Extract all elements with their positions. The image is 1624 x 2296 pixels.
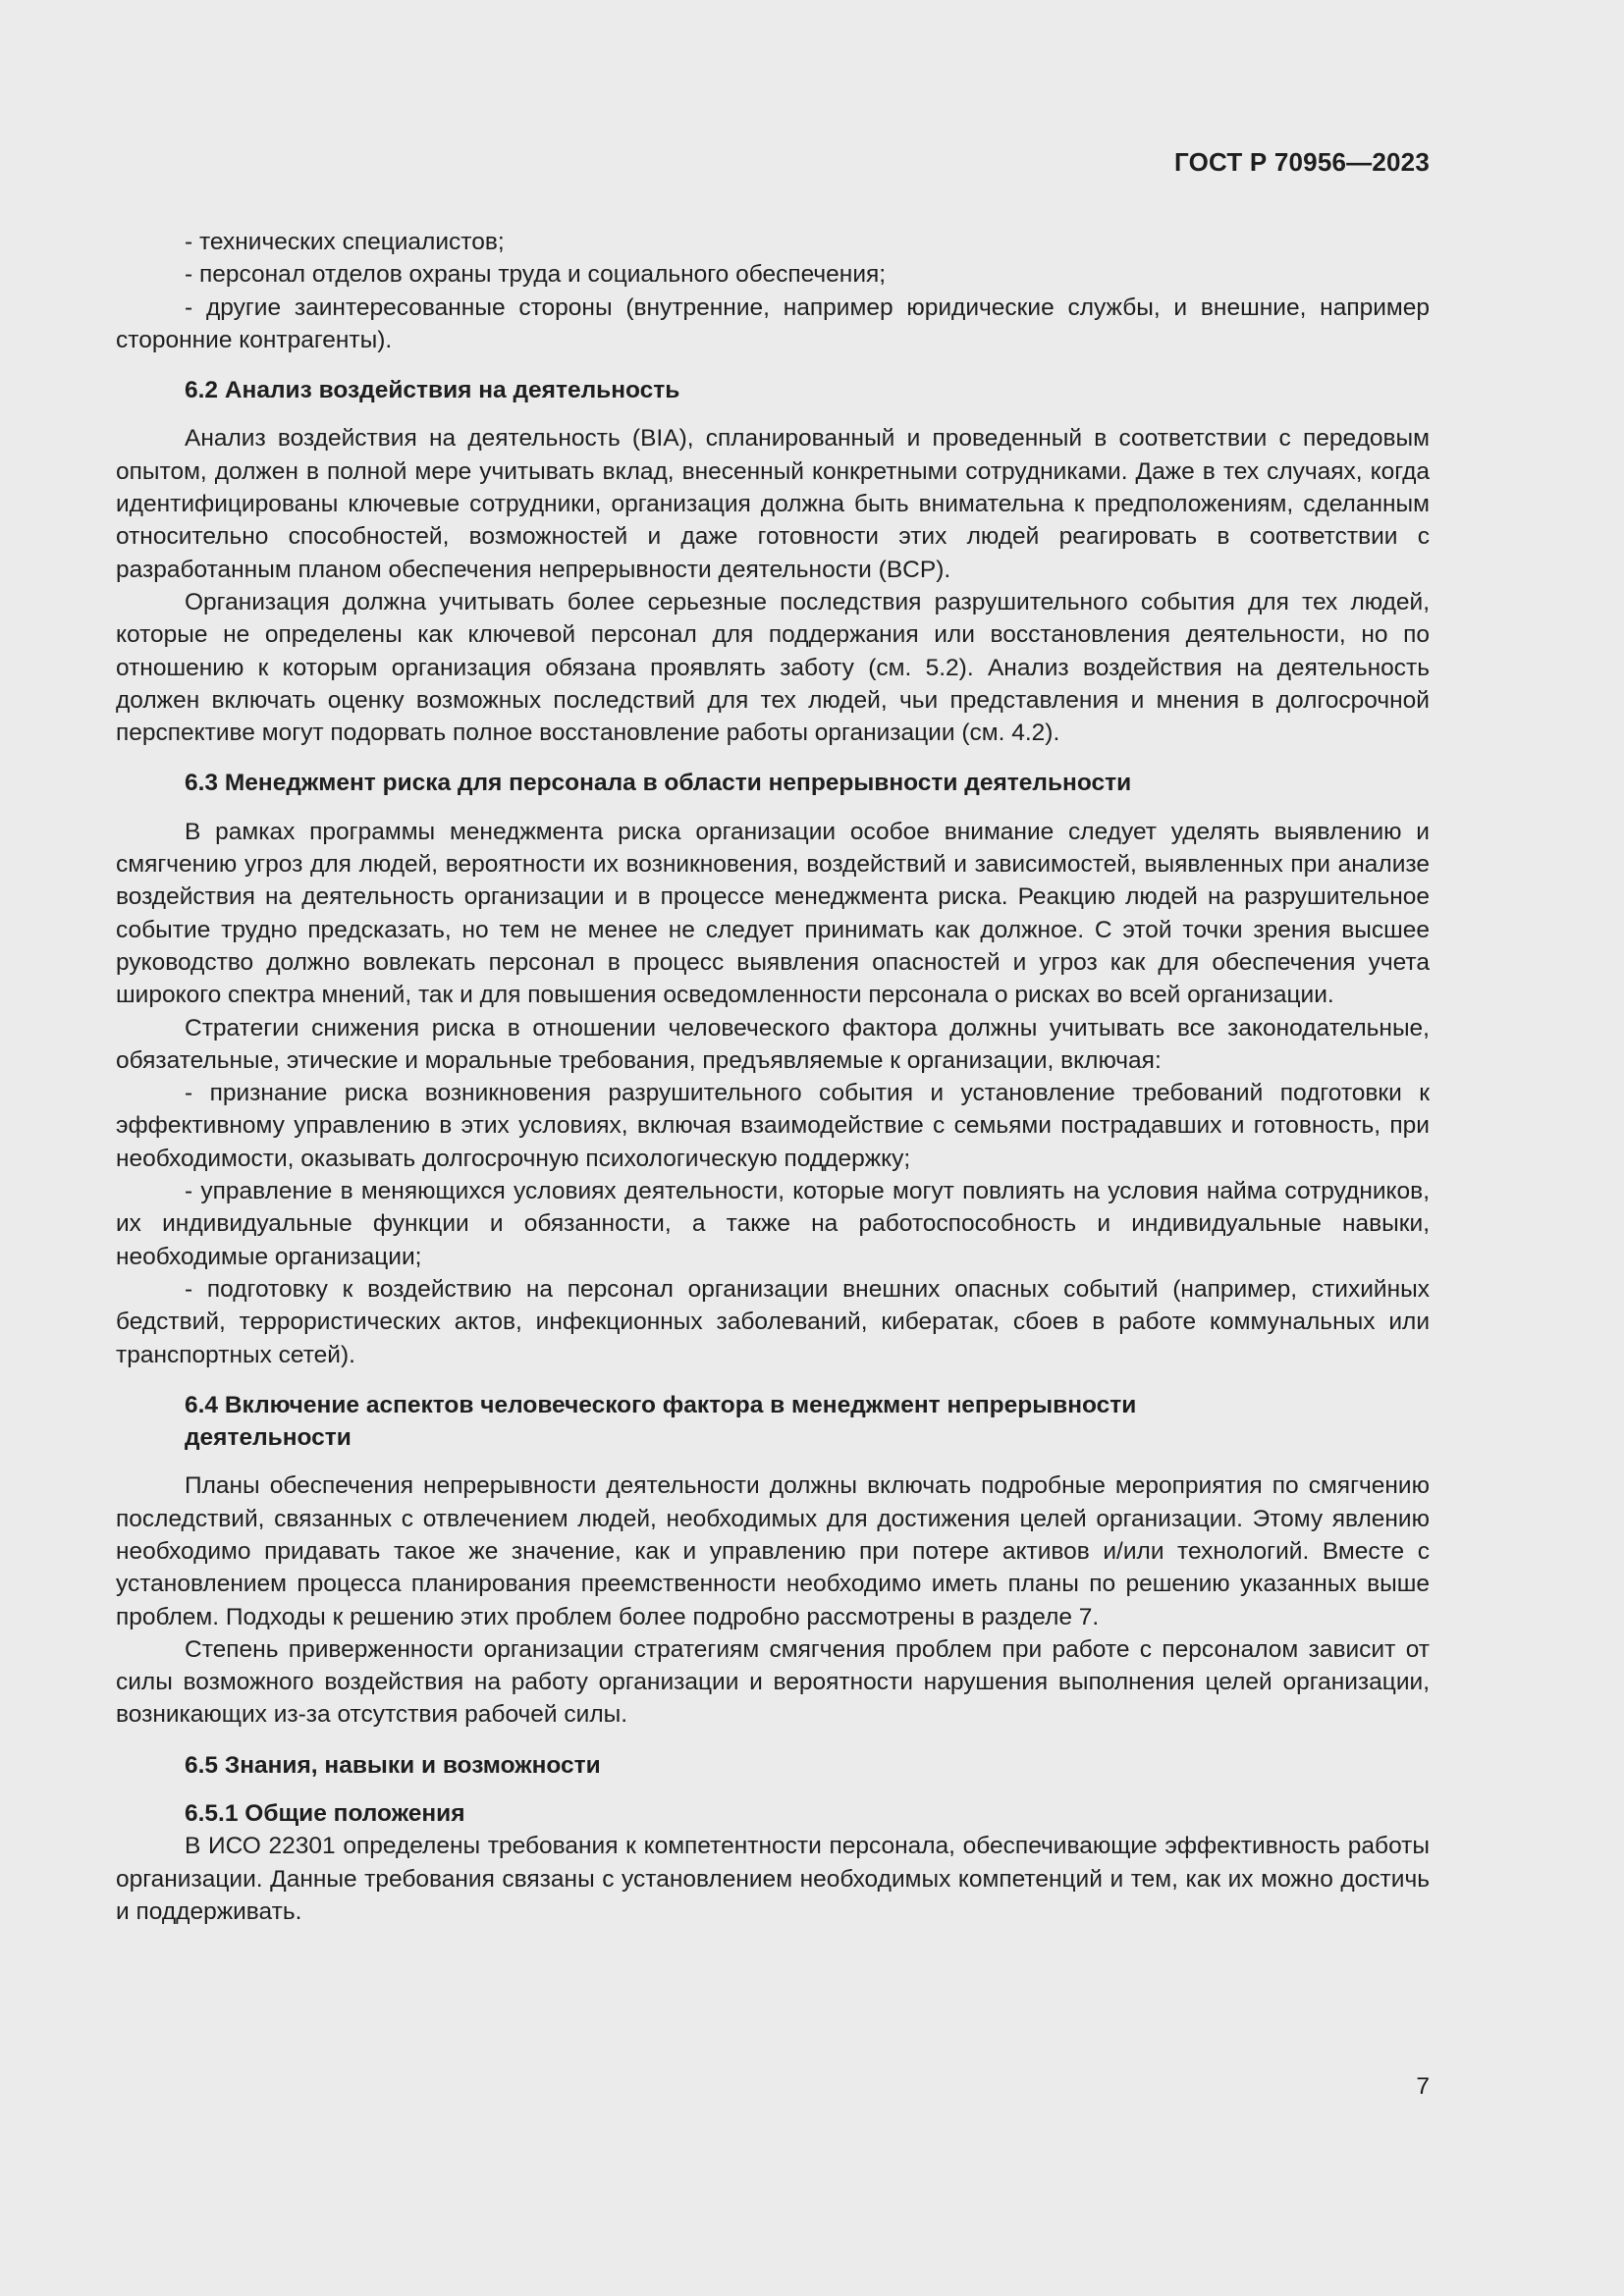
paragraph: Организация должна учитывать более серьезные последствия разрушительного события для тех людей, которые не определены как ключевой персонал для поддержания или восстановления деятельности, но по отношению к которым организация обязана проявлять заботу (см. 5.2). Анализ воздействия на деятельность должен включать оценку возможных последствий для тех людей, чьи представления и мнения в долгосрочной перспективе могут подорвать полное восстановление работы организации (см. 4.2). xyxy=(116,588,1430,747)
paragraph: Степень приверженности организации стратегиям смягчения проблем при работе с персоналом зависит от силы возможного воздействия на работу организации и вероятности нарушения выполнения целей организации, возникающих из-за отсутствия рабочей силы. xyxy=(116,1635,1430,1729)
document-code: ГОСТ Р 70956—2023 xyxy=(1174,147,1430,177)
paragraph: В рамках программы менеджмента риска организации особое внимание следует уделять выявлению и смягчению угроз для людей, вероятности их возникновения, воздействий и зависимостей, выявленных при анализе воздействия на деятельность организации и в процессе менеджмента риска. Реакцию людей на разрушительное событие трудно предсказать, но тем не менее не следует принимать как должное. С этой точки зрения высшее руководство должно вовлекать персонал в процесс выявления опасностей и угроз как для обеспечения учета широкого спектра мнений, так и для повышения осведомленности персонала о рисках во всей организации. xyxy=(116,818,1430,1009)
list-item: - управление в меняющихся условиях деятельности, которые могут повлиять на условия найма сотрудников, их индивидуальные функции и обязанности, а также на работоспособность и индивидуальные навыки, необходимые организации; xyxy=(116,1178,1430,1270)
document-body xyxy=(116,226,1430,1928)
paragraph: Анализ воздействия на деятельность (BIA), спланированный и проведенный в соответствии с передовым опытом, должен в полной мере учитывать вклад, внесенный конкретными сотрудниками. Даже в тех случаях, когда идентифицированы ключевые сотрудники, организация должна быть внимательна к предположениям, сделанным относительно способностей, возможностей и даже готовности этих людей реагировать в соответствии с разработанным планом обеспечения непрерывности деятельности (BCP). xyxy=(116,425,1430,583)
section-heading-6-5: 6.5 Знания, навыки и возможности xyxy=(185,1751,601,1779)
paragraph: Планы обеспечения непрерывности деятельности должны включать подробные мероприятия по смягчению последствий, связанных с отвлечением людей, необходимых для достижения целей организации. Этому явлению необходимо придавать такое же значение, как и управлению при потере активов и/или технологий. Вместе с установлением процесса планирования преемственности необходимо иметь планы по решению указанных выше проблем. Подходы к решению этих проблем более подробно рассмотрены в разделе 7. xyxy=(116,1472,1430,1630)
paragraph: Стратегии снижения риска в отношении человеческого фактора должны учитывать все законодательные, обязательные, этические и моральные требования, предъявляемые к организации, включая: xyxy=(116,1014,1430,1074)
section-heading-6-4 xyxy=(116,1389,1430,1455)
paragraph: В ИСО 22301 определены требования к компетентности персонала, обеспечивающие эффективность работы организации. Данные требования связаны с установлением необходимых компетенций и тем, как их можно достичь и поддерживать. xyxy=(116,1833,1430,1925)
section-heading-6-2: 6.2 Анализ воздействия на деятельность xyxy=(185,377,680,404)
section-heading-6-3: 6.3 Менеджмент риска для персонала в области непрерывности деятельности xyxy=(185,770,1132,797)
list-item: - персонал отделов охраны труда и социального обеспечения; xyxy=(185,261,887,289)
list-item: - технических специалистов; xyxy=(185,229,505,255)
list-item: - подготовку к воздействию на персонал организации внешних опасных событий (например, стихийных бедствий, террористических актов, инфекционных заболеваний, кибератак, сбоев в работе коммунальных или транспортных сетей). xyxy=(116,1275,1430,1368)
section-heading-line: 6.4 Включение аспектов человеческого фактора в менеджмент непрерывности xyxy=(185,1391,1137,1418)
list-item: - признание риска возникновения разрушительного события и установление требований подготовки к эффективному управлению в этих условиях, включая взаимодействие с семьями пострадавших и готовность, при необходимости, оказывать долгосрочную психологическую поддержку; xyxy=(116,1080,1430,1172)
section-heading-6-5-1: 6.5.1 Общие положения xyxy=(185,1800,465,1828)
page-number: 7 xyxy=(1416,2073,1430,2100)
section-heading-line: деятельности xyxy=(185,1424,352,1452)
list-item: - другие заинтересованные стороны (внутренние, например юридические службы, и внешние, например сторонние контрагенты). xyxy=(116,294,1430,353)
